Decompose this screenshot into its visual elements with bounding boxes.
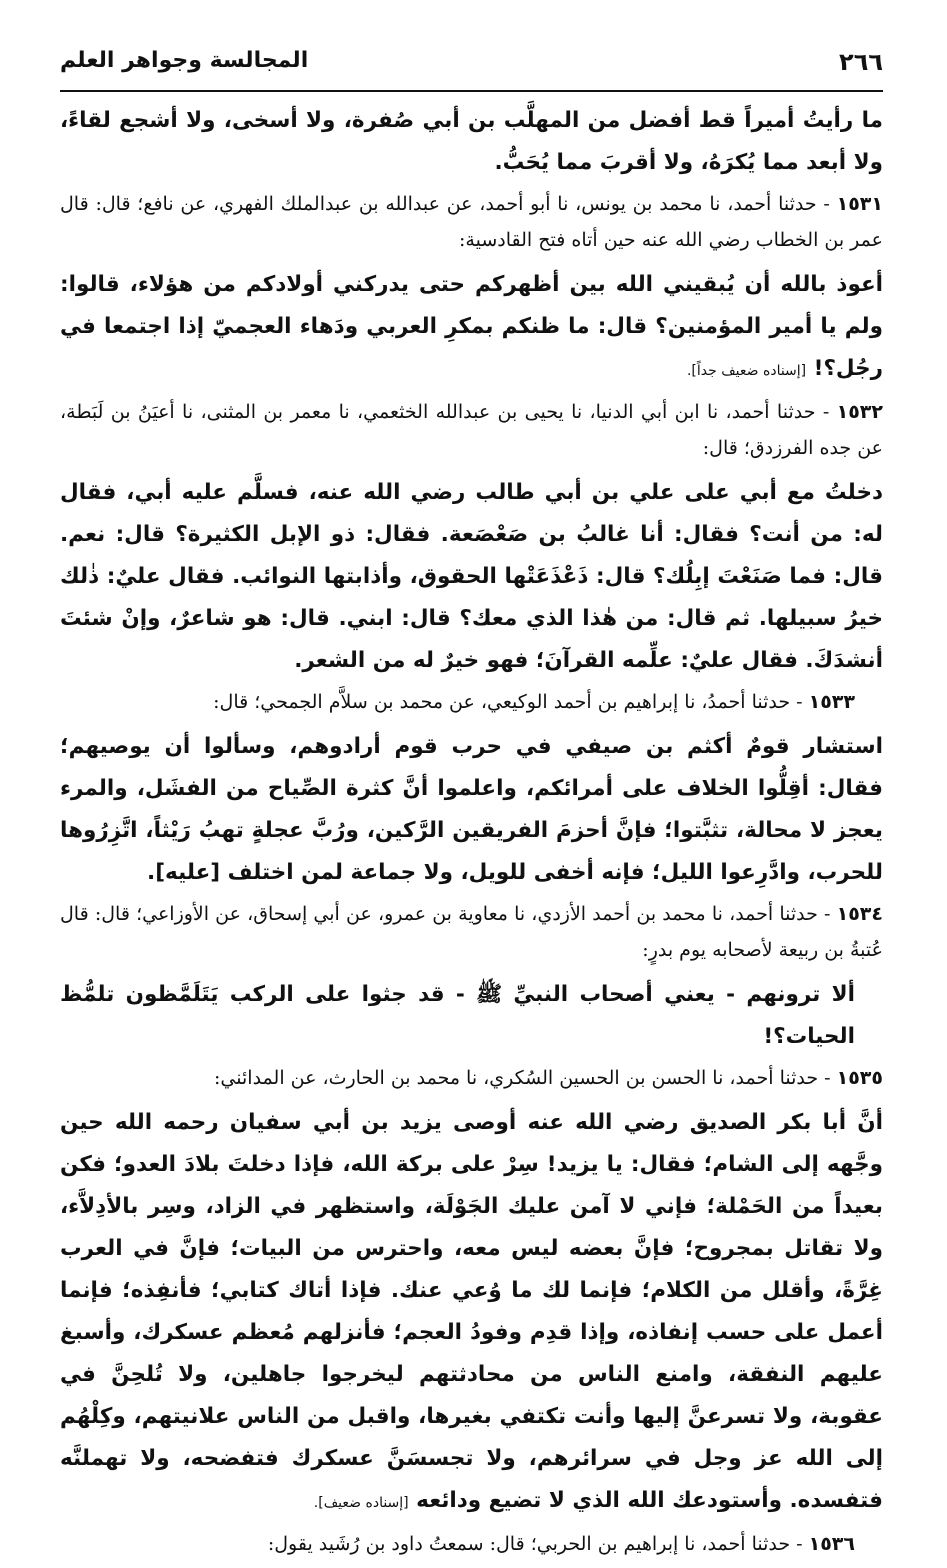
chain-text: - حدثنا أحمدُ، نا إبراهيم بن أحمد الوكيعي، عن محمد بن سلاَّم الجمحي؛ قال:: [213, 691, 809, 713]
chain-text: - حدثنا أحمد، نا إبراهيم بن الحربي؛ قال: سمعتُ داود بن رُشَيد يقول:: [267, 1533, 809, 1555]
narration-1535: [60, 1102, 883, 1524]
chain-text: - حدثنا أحمد، نا ابن أبي الدنيا، نا يحيى بن عبدالله الخثعمي، نا معمر بن المثنى، نا أعيَنُ بن لَبَطة، عن جده الفرزدق؛ قال:: [60, 401, 883, 459]
hadith-chain-1535: [60, 1060, 883, 1096]
book-title: المجالسة وجواهر العلم: [60, 48, 309, 73]
narration-1534: ألا ترونهم - يعني أصحاب النبيِّ ﷺ - قد جثوا على الركب يَتَلَمَّظون تلمُّظ الحيات؟!: [60, 982, 855, 1049]
chain-text: - حدثنا أحمد، نا محمد بن يونس، نا أبو أحمد، عن عبدالله بن عبدالملك الفهري، عن نافع؛ قال: قال عمر بن الخطاب رضي الله عنه حين أتاه فتح القادسية:: [60, 193, 883, 251]
hadith-number: ١٥٣٣: [808, 691, 855, 713]
hadith-number: ١٥٣٢: [836, 401, 883, 423]
grading-note: [إسناده ضعيف جداً].: [686, 363, 807, 379]
page-body: [60, 100, 883, 1568]
narration-text: أعوذ بالله أن يُبقيني الله بين أظهركم حتى يدركني أولادكم من هؤلاء، قالوا: ولم يا أمير المؤمنين؟ قال: ما ظنكم بمكرِ العربي ودَهاء العجميّ إذا اجتمعا في رجُل؟!: [60, 272, 883, 381]
hadith-number: ١٥٣٥: [836, 1067, 883, 1089]
page-header: [60, 40, 883, 92]
hadith-number: ١٥٣٤: [836, 903, 883, 925]
hadith-chain-1531: [60, 186, 883, 258]
chain-text: - حدثنا أحمد، نا محمد بن أحمد الأزدي، نا معاوية بن عمرو، عن أبي إسحاق، عن الأوزاعي؛ قال: قال عُتبةُ بن ربيعة لأصحابه يوم بدرٍ:: [60, 903, 883, 961]
hadith-chain-1533: [60, 684, 883, 720]
hadith-chain-1532: [60, 394, 883, 466]
narration-1533: استشار قومٌ أكثم بن صيفي في حرب قوم أرادوهم، وسألوا أن يوصيهم؛ فقال: أقِلُّوا الخلاف على أمرائكم، واعلموا أنَّ كثرة الصِّياح من الفشَل، والمرء يعجز لا محالة، تثبَّتوا؛ فإنَّ أحزمَ الفريقين الرَّكين، ورُبَّ عجلةٍ تهبُ رَيْثاً، اتَّزِرُوها للحرب، وادَّرِعوا الليل؛ فإنه أخفى للويل، ولا جماعة لمن اختلف [عليه].: [60, 734, 883, 885]
narration-1532: دخلتُ مع أبي على علي بن أبي طالب رضي الله عنه، فسلَّم عليه أبي، فقال له: من أنت؟ فقال: أنا غالبُ بن صَعْصَعة. فقال: ذو الإبل الكثيرة؟ قال: نعم. قال: فما صَنَعْتَ إبِلُك؟ قال: ذَعْذَعَتْها الحقوق، وأذابتها النوائب. فقال عليٌ: ذٰلك خيرُ سبيلها. ثم قال: من هٰذا الذي معك؟ قال: ابني. قال: هو شاعرٌ، وإنْ شئتَ أنشدَكَ. فقال عليٌ: علِّمه القرآنَ؛ فهو خيرٌ له من الشعر.: [60, 480, 883, 673]
chain-text: - حدثنا أحمد، نا الحسن بن الحسين السُكري، نا محمد بن الحارث، عن المدائني:: [214, 1067, 837, 1089]
hadith-chain-1536: [60, 1526, 883, 1562]
hadith-chain-1534: [60, 896, 883, 968]
hadith-number: ١٥٣١: [836, 193, 883, 215]
grading-note: [إسناده ضعيف].: [313, 1495, 409, 1511]
narration-1531: [60, 264, 883, 392]
hadith-number: ١٥٣٦: [808, 1533, 855, 1555]
page-number: ٢٦٦: [839, 48, 883, 76]
narration-text: أنَّ أبا بكر الصديق رضي الله عنه أوصى يزيد بن أبي سفيان رحمه الله حين وجَّهه إلى الشام؛ فقال: يا يزيد! سِرْ على بركة الله، فإذا دخلتَ بلادَ العدو؛ فكن بعيداً من الحَمْلة؛ فإني لا آمن عليك الجَوْلَة، واستظهر في الزاد، وسِر بالأدِلاَّء، ولا تقاتل بمجروح؛ فإنَّ بعضه ليس معه، واحترس من البيات؛ فإنَّ في العرب غِرَّةً، وأقلل من الكلام؛ فإنما لك ما وُعي عنك. فإذا أتاك كتابي؛ فأنفِذه؛ فإنما أعمل على حسب إنفاذه، وإذا قدِم وفودُ العجم؛ فأنزلهم مُعظم عسكرك، وأسبغ عليهم النفقة، وامنع الناس من محادثتهم ليخرجوا جاهلين، ولا تُلحِنَّ في عقوبة، ولا تسرعنَّ إليها وأنت تكتفي بغيرها، واقبل من الناس علانيتهم، وكِلْهُم إلى الله عز وجل في سرائرهم، ولا تجسسَنَّ عسكرك فتفضحه، ولا تهملنَّه فتفسده. وأستودعك الله الذي لا تضيع ودائعه: [60, 1110, 883, 1513]
narration-text: ما رأيتُ أميراً قط أفضل من المهلَّب بن أبي صُفرة، ولا أسخى، ولا أشجع لقاءً، ولا أبعد مما يُكرَهُ، ولا أقربَ مما يُحَبُّ.: [60, 108, 883, 175]
